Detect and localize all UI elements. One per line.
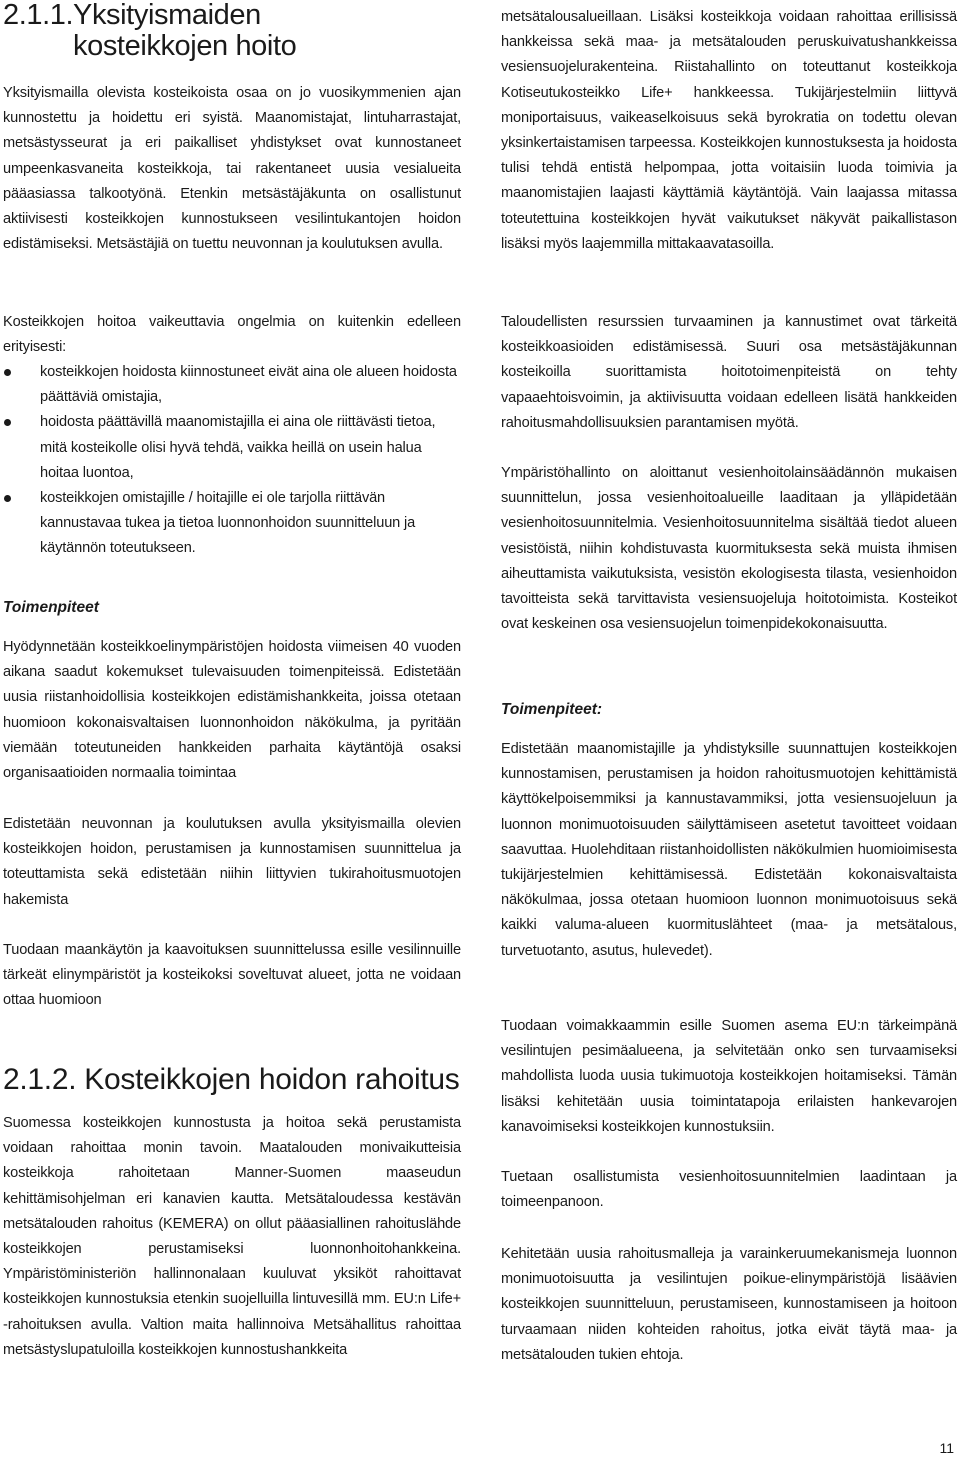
water-management-paragraph: Ympäristöhallinto on aloittanut vesienhoitolainsäädännön mukaisen suunnittelun, jossa vesienhoitoalueille laaditaan ja ylläpidetään vesienhoitosuunnitelmia. Vesienhoitosuunnitelma sisältää tiedot alueen vesistöistä, niihin kohdistuvasta kuormituksesta sekä muista ihmisen aiheuttamista vaikutuksista, vesistön ekologisesta tilasta, vesienhoidon tavoitteista sekä tarvittavista vesiensuojeluja hoitotoimista. Kosteikot ovat keskeinen osa vesiensuojelun toimenpidekokonaisuutta.	[501, 465, 957, 633]
measures-heading-right: Toimenpiteet:	[501, 701, 603, 718]
intro-paragraph: Yksityismailla olevista kosteikoista osaa on jo vuosikymmenien ajan kunnostettu ja hoidettu eri syistä. Maanomistajat, lintuharrastajat, metsästysseurat ja eri paikalliset yhdistykset ovat kunnostaneet umpeenkasvaneita kosteikkoja, tai rakentaneet uusia vesialueita pääasiassa talkootyönä. Etenkin metsästäjäkunta on osallistunut aktiivisesti kosteikkojen kunnostukseen vesilintukantojen hoidon edistämiseksi. Metsästäjiä on tuettu neuvonnan ja koulutuksen avulla.	[3, 85, 461, 253]
list-item-text: hoidosta päättävillä maanomistajilla ei aina ole riittävästi tietoa, mitä kosteikolle olisi hyvä tehdä, vaikka heillä on usein halua hoitaa luontoa,	[40, 414, 436, 481]
section-title-2-1-1	[3, 0, 463, 62]
section-title-line1: Yksityismaiden	[73, 0, 261, 31]
resources-paragraph: Taloudellisten resurssien turvaaminen ja kannustimet ovat tärkeitä kosteikkoasioiden edistämisessä. Suuri osa metsästäjäkunnan kosteikoilla suorittamista hoitotoimenpiteistä on tehty vapaaehtoisvoimin, ja aktiivisuutta voidaan edelleen lisätä hankkeiden rahoitusmahdollisuuksien parantamisen myötä.	[501, 314, 957, 431]
section-title-line2: kosteikkojen hoito	[73, 30, 297, 62]
measures-paragraph: Tuetaan osallistumista vesienhoitosuunnitelmien laadintaan ja toimeenpanoon.	[501, 1169, 957, 1211]
bullet-icon	[4, 495, 11, 502]
problems-list	[3, 360, 461, 562]
section-title-2-1-2: 2.1.2. Kosteikkojen hoidon rahoitus	[3, 1063, 460, 1096]
bullet-icon	[4, 419, 11, 426]
measures-paragraph: Hyödynnetään kosteikkoelinympäristöjen hoidosta viimeisen 40 vuoden aikana saadut kokemukset tulevaisuuden toimenpiteissä. Edistetään uusia riistanhoidollisia kosteikkojen edistämishankkeita, joissa otetaan huomioon kokonaisvaltaisen luonnonhoidon näkökulma, ja pyritään viemään toteutuneiden hankkeiden parhaita käytäntöjä osaksi organisaatioiden normaalia toimintaa	[3, 639, 461, 782]
measures-heading: Toimenpiteet	[3, 599, 99, 616]
bullet-icon	[4, 369, 11, 376]
measures-paragraph: Edistetään neuvonnan ja koulutuksen avulla yksityismailla olevien kosteikkojen hoidon, perustamisen ja kunnostamisen suunnittelua ja toteuttamista sekä edistetään niihin liittyvien tukirahoitusmuotojen hakemista	[3, 816, 461, 908]
continued-paragraph: metsätalousalueillaan. Lisäksi kosteikkoja voidaan rahoittaa erillisissä hankkeissa sekä maa- ja metsätalouden peruskuivatushankkeissa vesiensuojelurakenteina. Riistahallinto on toteuttanut kosteikkoja Kotiseutukosteikko Life+ hankkeessa. Tukijärjestelmiin liittyvä moniportaisuus, vaikeaselkoisuus sekä byrokratia on todettu olevan yksinkertaistamisen tarpeessa. Kosteikkojen kunnostuksesta ja hoidosta tulisi tehdä entistä helpompaa, jotta voitaisiin luoda toimivia ja maanomistajien laajasti käyttämiä käytäntöjä. Vain laajassa mitassa toteutettuina kosteikkojen hyvät vaikutukset näkyvät paikallistason lisäksi myös laajemmilla mittakaavatasoilla.	[501, 9, 957, 252]
list-item	[3, 360, 461, 410]
measures-paragraph: Edistetään maanomistajille ja yhdistyksille suunnattujen kosteikkojen kunnostamisen, perustamisen ja hoidon rahoitusmuotojen kehittämistä käyttökelpoisemmiksi ja kannustavammiksi, jotta vesiensuojeluun ja luonnon monimuotoisuuden säilyttämiseen asetetut tavoitteet voidaan saavuttaa. Huolehditaan riistanhoidollisten näkökulmien huomioimisesta tukijärjestelmien kehittämisessä. Edistetään kokonaisvaltaista näkökulmaa, jossa otetaan huomioon luonnon monimuotoisuus sekä kaikki valuma-alueen kuormituslähteet (maa- ja metsätalous, turvetuotanto, asutus, hulevedet).	[501, 741, 957, 959]
page-number: 11	[939, 1440, 954, 1456]
measures-paragraph: Kehitetään uusia rahoitusmalleja ja varainkeruumekanismeja luonnon monimuotoisuutta ja vesilintujen poikue-elinympäristöjä lisäävien kosteikkojen suunnitteluun, perustamiseen, kunnostamiseen ja hoitoon turvaamaan niiden kohteiden rahoitus, jotka eivät täytä maa- ja metsätalouden tukien ehtoja.	[501, 1246, 957, 1363]
section-number: 2.1.1.	[3, 0, 74, 31]
measures-paragraph: Tuodaan voimakkaammin esille Suomen asema EU:n tärkeimpänä vesilintujen pesimäalueena, ja selvitetään onko sen turvaamiseksi mahdollista luoda uusia tukimuotoja kosteikkojen hoitamiseksi. Tämän lisäksi kehitetään uusia toimintatapoja erilaisten hankevarojen kanavoimiseksi kosteikkojen kunnostuksiin.	[501, 1018, 957, 1135]
funding-paragraph: Suomessa kosteikkojen kunnostusta ja hoitoa sekä perustamista voidaan rahoittaa monin tavoin. Maatalouden monivaikutteisia kosteikkoja rahoitetaan Manner-Suomen maaseudun kehittämisohjelman eri kanavien kautta. Metsätaloudessa kestävän metsätalouden rahoitus (KEMERA) on ollut pääasiallinen rahoituslähde kosteikkojen perustamiseksi luonnonhoitohankkeina. Ympäristöministeriön hallinnonalaan kuuluvat yksiköt rahoittavat kosteikkojen kunnostuksia etenkin suojelluilla lintuvesillä mm. EU:n Life+ -rahoituksen avulla. Valtion maita hallinnoiva Metsähallitus rahoittaa metsästyslupatuloilla kosteikkojen kunnostushankkeita	[3, 1115, 461, 1358]
measures-paragraph: Tuodaan maankäytön ja kaavoituksen suunnittelussa esille vesilinnuille tärkeät elinympäristöt ja kosteikoksi soveltuvat alueet, jotta ne voidaan ottaa huomioon	[3, 942, 461, 1009]
list-item	[3, 410, 461, 486]
problems-intro: Kosteikkojen hoitoa vaikeuttavia ongelmia on kuitenkin edelleen erityisesti:	[3, 314, 461, 356]
list-item-text: kosteikkojen hoidosta kiinnostuneet eivät aina ole alueen hoidosta päättäviä omistajia,	[40, 364, 457, 406]
list-item	[3, 486, 461, 562]
list-item-text: kosteikkojen omistajille / hoitajille ei ole tarjolla riittävän kannustavaa tukea ja tietoa luonnonhoidon suunnitteluun ja käytännön toteutukseen.	[40, 490, 416, 557]
